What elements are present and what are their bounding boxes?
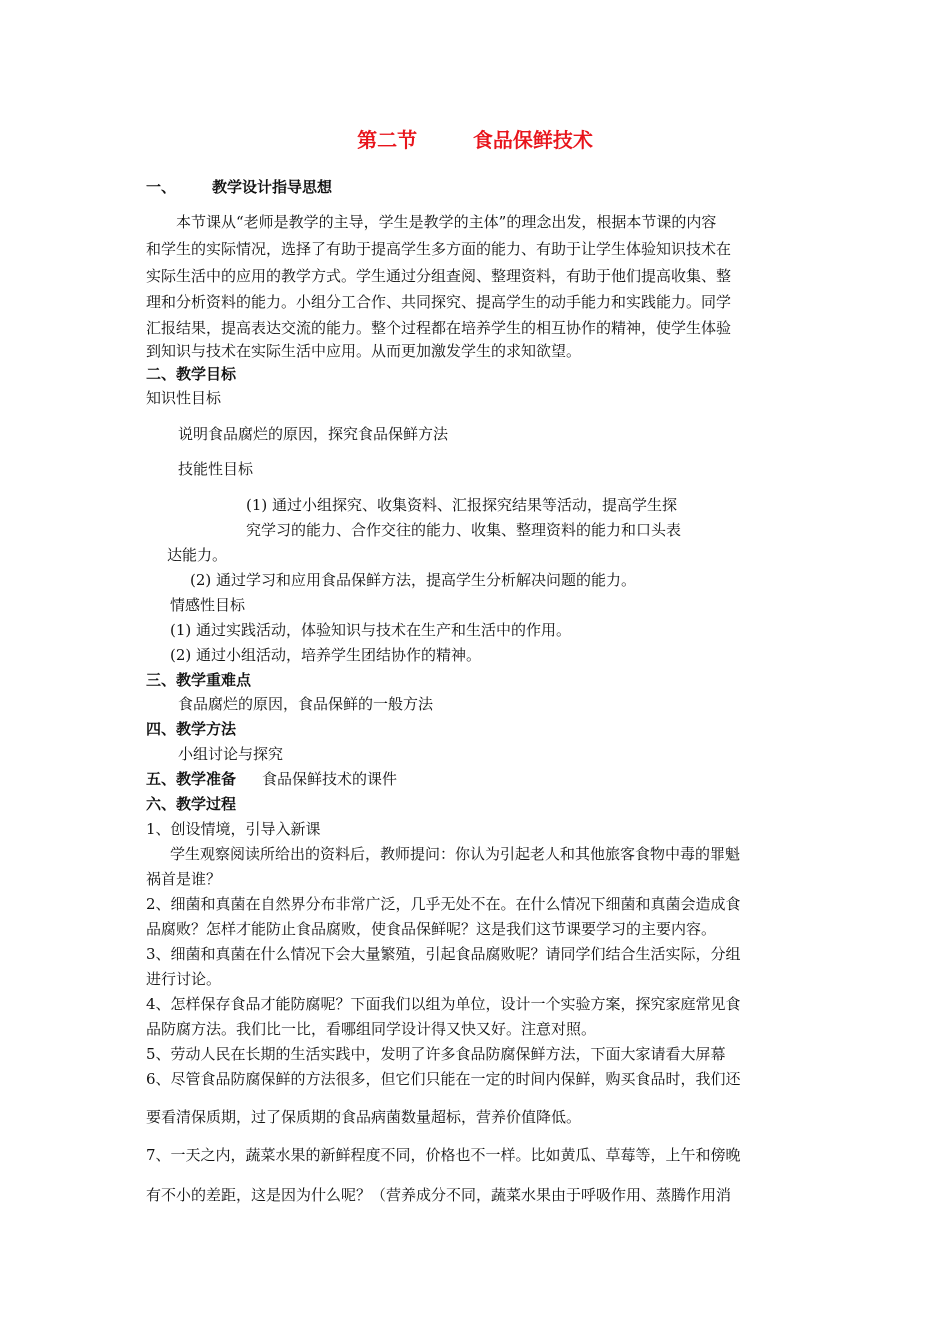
process-line: 4、怎样保存食品才能防腐呢？下面我们以组为单位，设计一个实验方案，探究家庭常见食 [146, 995, 741, 1013]
section-4-heading: 四、教学方法 [146, 720, 237, 738]
section-4-text: 小组讨论与探究 [178, 745, 284, 763]
section-3-heading: 三、教学重难点 [146, 671, 252, 689]
section-1-number: 一、 [146, 178, 177, 196]
paragraph-line: 汇报结果，提高表达交流的能力。整个过程都在培养学生的相互协作的精神，使学生体验 [146, 319, 732, 337]
section-5-text: 食品保鲜技术的课件 [262, 770, 398, 788]
process-line: 5、劳动人民在长期的生活实践中，发明了许多食品防腐保鲜方法，下面大家请看大屏幕 [146, 1045, 726, 1063]
process-line: 1、创设情境，引导入新课 [146, 820, 321, 838]
emotion-goal-label: 情感性目标 [170, 596, 246, 614]
section-6-heading: 六、教学过程 [146, 795, 237, 813]
skill-goal-2: (2) 通过学习和应用食品保鲜方法，提高学生分析解决问题的能力。 [190, 571, 637, 589]
section-5-heading: 五、教学准备 [146, 770, 237, 788]
paragraph-line: 本节课从“老师是教学的主导，学生是教学的主体”的理念出发，根据本节课的内容 [176, 213, 717, 231]
process-line: 品防腐方法。我们比一比，看哪组同学设计得又快又好。注意对照。 [146, 1020, 597, 1038]
process-line: 学生观察阅读所给出的资料后，教师提问：你认为引起老人和其他旅客食物中毒的罪魁 [170, 845, 741, 863]
process-line: 7、一天之内，蔬菜水果的新鲜程度不同，价格也不一样。比如黄瓜、草莓等，上午和傍晚 [146, 1146, 741, 1164]
emotion-goal-2: (2) 通过小组活动，培养学生团结协作的精神。 [170, 646, 482, 664]
skill-goal-1-cont: 究学习的能力、合作交往的能力、收集、整理资料的能力和口头表 [246, 521, 682, 539]
page-title: 第二节 食品保鲜技术 [357, 128, 593, 152]
emotion-goal-1: (1) 通过实践活动，体验知识与技术在生产和生活中的作用。 [170, 621, 572, 639]
process-line: 2、细菌和真菌在自然界分布非常广泛，几乎无处不在。在什么情况下细菌和真菌会造成食 [146, 895, 741, 913]
process-line: 要看清保质期，过了保质期的食品病菌数量超标，营养价值降低。 [146, 1108, 582, 1126]
skill-goal-1-cont: 达能力。 [167, 546, 228, 564]
section-2-heading: 二、教学目标 [146, 365, 237, 383]
skill-goal-1: (1) 通过小组探究、收集资料、汇报探究结果等活动，提高学生探 [246, 496, 678, 514]
paragraph-line: 到知识与技术在实际生活中应用。从而更加激发学生的求知欲望。 [146, 342, 582, 360]
process-line: 3、细菌和真菌在什么情况下会大量繁殖，引起食品腐败呢？请同学们结合生活实际，分组 [146, 945, 741, 963]
process-line: 祸首是谁？ [146, 870, 222, 888]
paragraph-line: 实际生活中的应用的教学方式。学生通过分组查阅、整理资料，有助于他们提高收集、整 [146, 267, 732, 285]
process-line: 有不小的差距，这是因为什么呢？（营养成分不同，蔬菜水果由于呼吸作用、蒸腾作用消 [146, 1186, 732, 1204]
knowledge-goal-label: 知识性目标 [146, 389, 222, 407]
section-3-text: 食品腐烂的原因，食品保鲜的一般方法 [178, 695, 434, 713]
skill-goal-label: 技能性目标 [178, 460, 254, 478]
paragraph-line: 理和分析资料的能力。小组分工合作、共同探究、提高学生的动手能力和实践能力。同学 [146, 293, 732, 311]
process-line: 进行讨论。 [146, 970, 222, 988]
process-line: 品腐败？怎样才能防止食品腐败，使食品保鲜呢？这是我们这节课要学习的主要内容。 [146, 920, 717, 938]
section-1-heading: 教学设计指导思想 [212, 178, 333, 196]
knowledge-goal-text: 说明食品腐烂的原因，探究食品保鲜方法 [178, 425, 449, 443]
process-line: 6、尽管食品防腐保鲜的方法很多，但它们只能在一定的时间内保鲜，购买食品时，我们还 [146, 1070, 741, 1088]
paragraph-line: 和学生的实际情况，选择了有助于提高学生多方面的能力、有助于让学生体验知识技术在 [146, 240, 732, 258]
